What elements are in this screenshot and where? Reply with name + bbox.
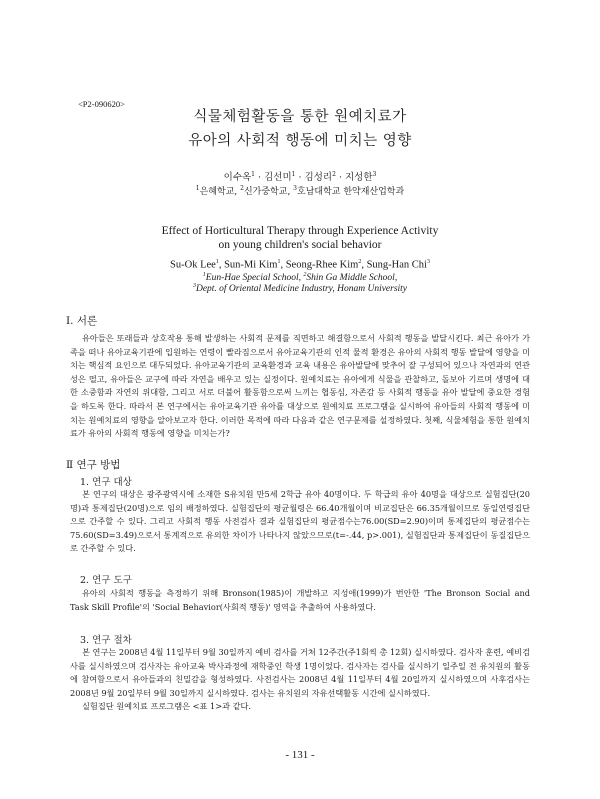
author-sup: 2 (358, 259, 362, 265)
affil-ko: 신가중학교 (243, 187, 288, 197)
subsection-heading-procedure: 3. 연구 절차 (80, 635, 132, 646)
affil-en: Shin Ga Middle School (306, 273, 395, 284)
affil-en: Dept. of Oriental Medicine Industry, Honam University (195, 284, 408, 295)
author-en: Seong-Rhee Kim (285, 259, 359, 271)
authors-en: Su-Ok Lee$^1$, Sun-Mi Kim$^1$, Seong-Rhee Kim$^2$, Sung-Han Chi$^3$ (170, 259, 430, 271)
author-sup: 1 (291, 170, 296, 178)
author-sup: 2 (332, 170, 336, 178)
author-separator: · (338, 172, 342, 183)
title-ko-line-2: 유아의 사회적 행동에 미치는 영향 (188, 133, 412, 149)
title-en-line-1: Effect of Horticultural Therapy through Experience Activity (161, 225, 439, 237)
author-separator: · (298, 172, 302, 183)
author-ko: 이수옥 (223, 172, 252, 183)
title-en-line-2: on young children's social behavior (218, 239, 382, 251)
author-sup: 1 (251, 170, 255, 178)
subjects-paragraph: 본 연구의 대상은 광주광역시에 소재한 S유치원 만5세 2학급 유아 40명이다. 두 학급의 유아 40명을 대상으로 실험집단(20명)과 통제집단(20명)으로 임의 배정하였다. 실험집단의 평균월령은 66.40개월이며 비교집단은 66.35개월이므로 동일연령집단으로 간주할 수 있다. 그리고 사회적 행동 사전검사 결과 실험집단의 평균점수는76.00(SD=2.90)이며 통제집단의 평균점수는 75.60(SD=3.49)으로서 통계적으로 유의한 차이가 나타나지 않았으므로(t=-.44, p>.001), 실험집단과 통제집단이 동질집단으로 간주할 수 있다. (70, 489, 530, 554)
author-ko: 김성리 (304, 172, 333, 183)
author-separator: · (258, 172, 262, 183)
subsection-heading-instrument: 2. 연구 도구 (80, 575, 132, 586)
affiliations-en-line-2 (0, 283, 600, 294)
author-en: Sun-Mi Kim (224, 259, 278, 271)
author-sup: 3 (426, 259, 430, 265)
author-sup: 1 (215, 259, 219, 265)
affil-sup: 1 (202, 272, 206, 278)
affil-sup: 3 (293, 185, 297, 192)
affil-sup: 2 (240, 185, 244, 192)
affil-sup: 2 (303, 272, 307, 278)
affil-sup: 3 (192, 283, 196, 289)
author-sup: 1 (277, 259, 281, 265)
affil-sup: 1 (195, 185, 200, 192)
authors-ko (0, 169, 600, 183)
affil-en: Eun-Hae Special School (205, 273, 299, 284)
author-ko: 지성한 (345, 172, 373, 183)
affil-ko: 은혜학교 (199, 187, 235, 197)
author-ko: 김선미 (264, 172, 292, 183)
author-en: Sung-Han Chi (366, 259, 427, 271)
instrument-paragraph: 유아의 사회적 행동을 측정하기 위해 Bronson(1985)이 개발하고 지성애(1999)가 번안한 'The Bronson Social and Task Skill Profile'의 'Social Behavior(사회적 행동)' 영역을 추출하여 사용하였다. (70, 588, 530, 612)
affiliations-en-line-1: $^1$Eun-Hae Special School, $^2$Shin Ga Middle School, (202, 272, 398, 284)
affil-ko: 호남대학교 한약재산업학과 (297, 187, 405, 197)
title-ko-line-1: 식물체험활동을 통한 원예치료가 (193, 109, 407, 125)
subsection-heading-subjects: 1. 연구 대상 (80, 477, 132, 488)
section-heading-methods: Ⅱ 연구 방법 (66, 459, 121, 471)
introduction-paragraph: 유아들은 또래들과 상호작용 통해 발생하는 사회적 문제를 직면하고 해결함으로서 사회적 행동을 발달시킨다. 최근 유아가 가족을 떠나 유아교육기관에 입원하는 연령이 빨라짐으로서 유아교육기관의 인적 물적 환경은 유아의 사회적 행동 발달에 영향을 미치는 핵심적 요인으로 대두되었다. 유아교육기관의 교육환경과 교육 내용은 유아발달에 맞추어 잘 구성되어 있으나 자연과의 연관성은 떨고, 유아들은 교구에 따라 자연을 배우고 있는 실정이다. 원예치료는 유아에게 식물을 관찰하고, 돌보아 기르며 생명에 대한 소중함과 자연의 위대함, 그리고 서로 더불어 활동함으로써 느끼는 협동심, 자존감 등 사회적 행동을 유아 발달에 중요한 경험을 하도록 한다. 따라서 본 연구에서는 유아교육기관 유아를 대상으로 원예치료 프로그램을 실시하여 유아들의 사회적 행동에 미치는 원예치료의 영향을 알아보고자 한다. 이러한 목적에 따라 다음과 같은 연구문제를 설정하였다. 첫째, 식물체험을 통한 원예치료가 유아의 사회적 행동에 영향을 미치는가? (70, 333, 530, 439)
affiliations-ko: $^1$은혜학교, $^2$신가중학교, $^3$호남대학교 한약재산업학과 (195, 185, 405, 197)
procedure-paragraph-2: 실험집단 원예치료 프로그램은 <표 1>과 같다. (82, 701, 252, 711)
section-heading-introduction: Ⅰ. 서론 (66, 315, 98, 327)
author-sup: 3 (372, 170, 377, 178)
procedure-paragraph: 본 연구는 2008년 4월 11일부터 9월 30일까지 예비 검사를 거쳐 12주간(주1회씩 총 12회) 실시하였다. 검사자 훈련, 예비검사를 실시하였으며 검사자는 유아교육 박사과정에 재학중인 학생 1명이었다. 검사자는 검사를 실시하기 일주일 전 유치원의 활동에 참여함으로서 유아들과의 친밀감을 형성하였다. 사전검사는 2008년 4월 11일부터 4월 20일까지 실시하였으며 사후검사는 2008년 9월 20일부터 9월 30일까지 실시하였다. 검사는 유치원의 자유선택활동 시간에 실시하였다. (70, 647, 530, 698)
paper-code: <P2-090620> (78, 99, 125, 109)
page-number: - 131 - (285, 749, 315, 761)
author-en: Su-Ok Lee (170, 259, 216, 271)
